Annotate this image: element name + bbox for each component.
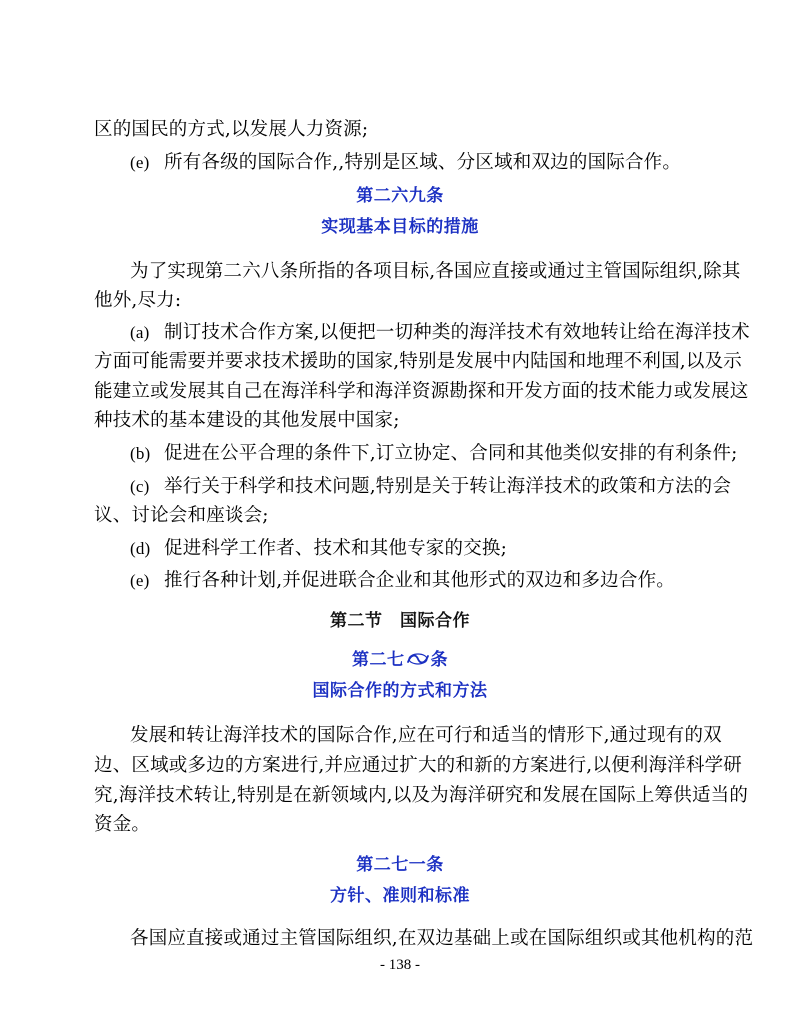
list-item-label: (d) xyxy=(130,539,151,558)
text-line xyxy=(94,118,368,142)
list-item-label: (c) xyxy=(130,477,150,496)
list-item-text: 促进在公平合理的条件下,订立协定、合同和其他类似安排的有利条件; xyxy=(164,443,738,464)
text-line xyxy=(94,754,742,778)
article-271-title: 方针、准则和标准 xyxy=(330,886,470,906)
article-270-heading-suffix: 条 xyxy=(430,650,448,670)
article-271-heading: 第二七一条 xyxy=(356,855,444,875)
text-line xyxy=(130,260,741,284)
text-line xyxy=(94,504,269,528)
text-line xyxy=(94,289,181,313)
article-269-title: 实现基本目标的措施 xyxy=(321,217,479,237)
article-269-heading: 第二六九条 xyxy=(356,186,444,206)
article-270-heading xyxy=(0,648,800,672)
scribble-glyph-icon xyxy=(406,651,430,667)
list-item-b xyxy=(130,442,738,466)
text-line xyxy=(94,350,742,374)
text-line-content: 各国应直接或通过主管国际组织,在双边基础上或在国际组织或其他机构的范 xyxy=(130,928,754,949)
text-line-content: 究,海洋技术转让,特别是在新领域内,以及为海洋研究和发展在国际上筹供适当的 xyxy=(94,785,749,806)
text-line-content: 区的国民的方式,以发展人力资源; xyxy=(94,119,369,140)
text-line xyxy=(130,927,753,951)
text-line-content: 他外,尽力: xyxy=(94,290,182,311)
list-item-text: 所有各级的国际合作,,特别是区域、分区域和双边的国际合作。 xyxy=(164,152,682,173)
list-item-label: (e) xyxy=(130,571,150,590)
text-line xyxy=(130,724,722,748)
text-line-content: 种技术的基本建设的其他发展中国家; xyxy=(94,410,400,431)
list-item-e-2 xyxy=(130,569,675,593)
text-line-content: 能建立或发展其自己在海洋科学和海洋资源勘探和开发方面的技术能力或发展这 xyxy=(94,381,749,402)
text-line-content: 方面可能需要并要求技术援助的国家,特别是发展中内陆国和地理不利国,以及示 xyxy=(94,351,742,372)
list-item-c xyxy=(130,475,731,499)
page-number: - 138 - xyxy=(380,957,420,973)
list-item-text: 推行各种计划,并促进联合企业和其他形式的双边和多边合作。 xyxy=(164,570,675,591)
text-line-content: 议、讨论会和座谈会; xyxy=(94,505,269,526)
list-item-d xyxy=(130,537,507,561)
text-line-content: 边、区域或多边的方案进行,并应通过扩大的和新的方案进行,以便利海洋科学研 xyxy=(94,755,742,776)
list-item-label: (b) xyxy=(130,444,151,463)
text-line-content: 为了实现第二六八条所指的各项目标,各国应直接或通过主管国际组织,除其 xyxy=(130,261,741,282)
article-270-heading-prefix: 第二七 xyxy=(352,650,405,670)
text-line xyxy=(94,784,748,808)
text-line xyxy=(94,380,749,404)
text-line xyxy=(94,409,400,433)
text-line-content: 发展和转让海洋技术的国际合作,应在可行和适当的情形下,通过现有的双 xyxy=(130,725,722,746)
list-item-label: (e) xyxy=(130,153,150,172)
list-item-label: (a) xyxy=(130,323,150,342)
article-270-title: 国际合作的方式和方法 xyxy=(312,681,488,701)
section-2-heading: 第二节 国际合作 xyxy=(330,611,470,631)
text-line xyxy=(94,813,150,837)
list-item-text: 制订技术合作方案,以便把一切种类的海洋技术有效地转让给在海洋技术 xyxy=(164,322,750,343)
list-item-text: 促进科学工作者、技术和其他专家的交换; xyxy=(164,538,508,559)
list-item-a xyxy=(130,321,750,345)
list-item-text: 举行关于科学和技术问题,特别是关于转让海洋技术的政策和方法的会 xyxy=(164,476,732,497)
list-item-e-1 xyxy=(130,151,681,175)
text-line-content: 资金。 xyxy=(94,814,151,835)
